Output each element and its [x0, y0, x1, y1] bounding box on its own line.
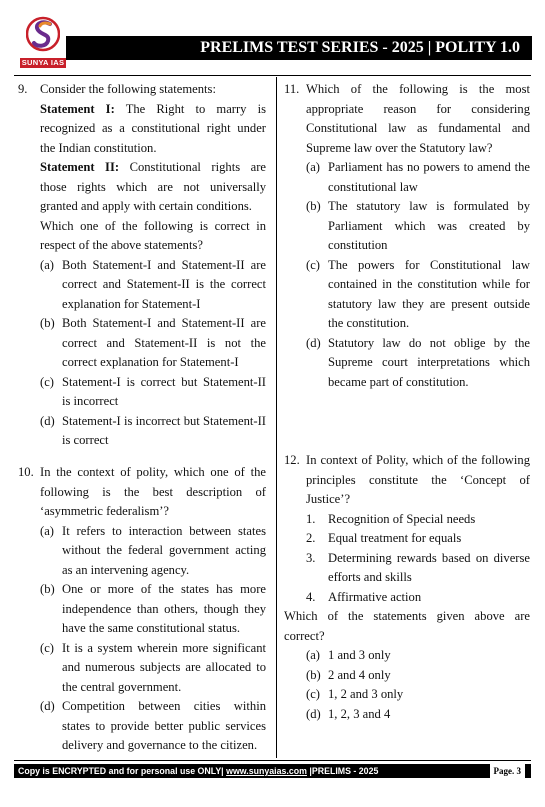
option-d [40, 412, 266, 451]
option-b [40, 314, 266, 373]
statement-1-label: Statement I: [40, 101, 115, 116]
option-text: Both Statement-I and Statement-II are correct and Statement-II is the correct explanation for Statement-I [62, 257, 266, 311]
question-number: 11. [284, 82, 300, 96]
option-label: (b) [40, 316, 55, 330]
item-label: 3. [306, 550, 316, 565]
option-d [306, 334, 530, 393]
footer-divider [14, 760, 531, 761]
sunya-ias-logo [20, 14, 66, 74]
question-text: Which of the following is the most appropriate reason for considering Constitutional law as fundamental and Supreme law over the Statutory law? [306, 82, 530, 155]
option-text: Statement-I is correct but Statement-II is incorrect [62, 374, 266, 408]
logo-text: SUNYA IAS [21, 58, 65, 67]
option-text: The statutory law is formulated by Parliament which was created by constitution [328, 199, 530, 252]
option-text: Both Statement-I and Statement-II are correct and Statement-II is not the correct explanation for Statement-I [62, 316, 266, 369]
item-text: Determining rewards based on diverse efforts and skills [328, 550, 530, 584]
option-a [306, 158, 530, 197]
option-label: (d) [306, 335, 321, 350]
item-label: 2. [306, 531, 316, 545]
option-label: (b) [40, 582, 55, 596]
footer-text [18, 764, 378, 778]
statement-2-text: Constitutional rights are those rights which are not universally granted and apply with certain conditions. [40, 160, 266, 213]
question-ask: Which of the statements given above are correct? [284, 609, 530, 643]
option-d [306, 705, 530, 725]
question-ask: Which one of the following is correct in respect of the above statements? [40, 218, 266, 252]
footer-copy: Copy is ENCRYPTED and for personal use ONLY| [18, 766, 224, 776]
option-label: (a) [40, 523, 54, 538]
option-a [306, 646, 530, 666]
question-number: 9. [18, 82, 28, 96]
option-c [306, 256, 530, 334]
option-label: (d) [306, 706, 321, 721]
option-b [306, 197, 530, 256]
option-label: (d) [40, 413, 55, 428]
option-label: (c) [306, 687, 320, 701]
right-column [284, 80, 530, 392]
header-title: PRELIMS TEST SERIES - 2025 | POLITY 1.0 [66, 36, 532, 60]
option-d [40, 697, 266, 756]
item-text: Affirmative action [328, 589, 422, 604]
question-intro: Consider the following statements: [40, 82, 216, 96]
option-text: The powers for Constitutional law contained in the constitution while for statutory law they are present outside the constitution. [328, 257, 530, 330]
option-label: (c) [40, 640, 54, 655]
item-text: Equal treatment for equals [328, 531, 462, 545]
option-label: (c) [306, 257, 320, 272]
logo-s-mark [26, 14, 60, 56]
statement-item-1 [306, 510, 530, 530]
option-text: Parliament has no powers to amend the constitutional law [328, 160, 530, 194]
option-text: Competition between cities within states to provide better public services delivery and governance to the citizen. [62, 699, 266, 752]
option-text: 1 and 3 only [328, 648, 391, 662]
right-column-q12 [284, 451, 530, 724]
option-text: It is a system wherein more significant and numerous subjects are allocated to the central government. [62, 640, 266, 694]
option-label: (b) [306, 667, 321, 682]
question-12 [284, 451, 530, 510]
question-number: 12. [284, 453, 300, 467]
item-label: 4. [306, 589, 316, 604]
option-text: 2 and 4 only [328, 667, 391, 682]
option-text: Statement-I is incorrect but Statement-II is correct [62, 413, 266, 447]
option-label: (a) [40, 257, 54, 272]
statement-item-3 [306, 549, 530, 588]
item-label: 1. [306, 511, 316, 526]
header-divider [14, 75, 531, 76]
statement-1 [40, 100, 266, 159]
question-10 [18, 463, 266, 522]
statement-item-2 [306, 529, 530, 549]
option-c [40, 373, 266, 412]
statement-1-text: The Right to marry is recognized as a constitutional right under the Indian constitution. [40, 101, 267, 155]
question-9 [18, 80, 266, 256]
statement-2-label: Statement II: [40, 160, 120, 174]
option-a [40, 256, 266, 315]
option-text: 1, 2, 3 and 4 [328, 706, 391, 721]
left-column [18, 80, 266, 451]
statement-item-4 [306, 588, 530, 608]
question-text: In the context of polity, which one of the following is the best description of ‘asymmetric federalism’? [40, 465, 266, 518]
question-number: 10. [18, 465, 34, 479]
option-label: (d) [40, 699, 55, 713]
option-label: (c) [40, 374, 54, 389]
option-text: 1, 2 and 3 only [328, 687, 404, 701]
option-a [40, 522, 266, 581]
question-11 [284, 80, 530, 158]
option-text: Statutory law do not oblige by the Supreme court interpretations which became part of constitution. [328, 335, 530, 389]
option-label: (a) [306, 648, 320, 662]
footer-tail: |PRELIMS - 2025 [309, 766, 379, 776]
option-text: It refers to interaction between states without the federal government acting as an intervening agency. [62, 523, 266, 577]
option-b [40, 580, 266, 639]
left-column-q10 [18, 463, 266, 756]
column-divider [276, 77, 277, 758]
option-c [40, 639, 266, 698]
option-text: One or more of the states has more independence than others, though they have the same constitutional status. [62, 582, 266, 635]
option-label: (b) [306, 199, 321, 213]
footer-url-link[interactable]: www.sunyaias.com [226, 766, 307, 776]
page-number: Page. 3 [490, 764, 526, 778]
statement-2 [40, 158, 266, 217]
option-b [306, 666, 530, 686]
question-text: In context of Polity, which of the following principles constitute the ‘Concept of Justice’? [306, 453, 530, 506]
option-c [306, 685, 530, 705]
option-label: (a) [306, 160, 320, 174]
item-text: Recognition of Special needs [328, 511, 476, 526]
